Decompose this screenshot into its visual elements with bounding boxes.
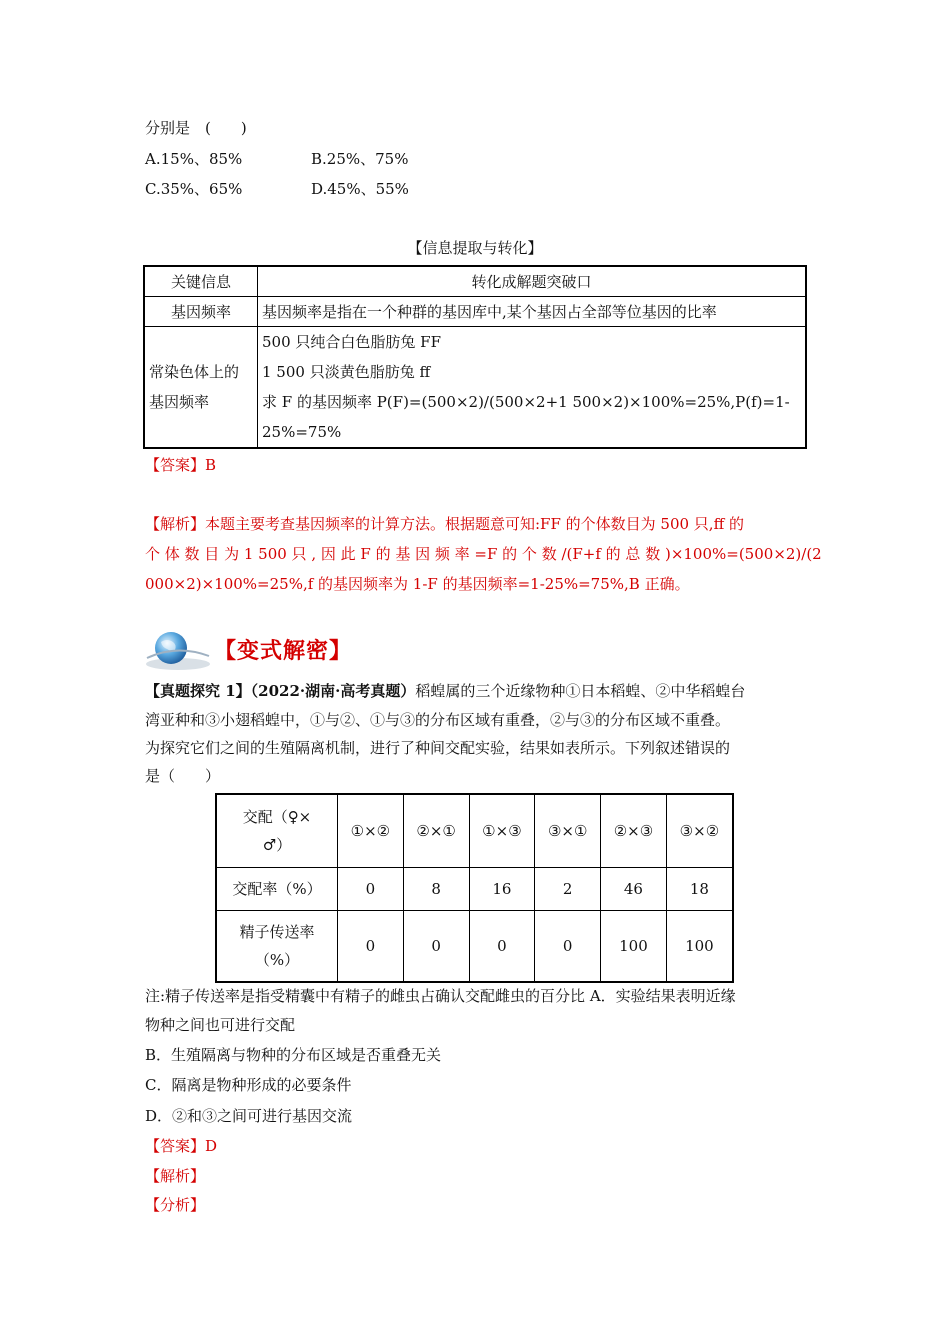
sperm-value: 0 [403, 910, 469, 982]
analysis-1-line: 000×2)×100%=25%,f 的基因频率为 1-F 的基因频率=1-25%=75%,B 正确。 [145, 575, 690, 593]
info-row2-key-line: 常染色体上的 [149, 363, 240, 381]
question-stem: 分别是 ( ) [145, 119, 247, 137]
option-c: C.35%、65% [145, 180, 243, 198]
note-line: 物种之间也可进行交配 [145, 1016, 296, 1034]
cross-header: ①×③ [469, 794, 535, 867]
corner-line: 交配（♀× [242, 807, 312, 826]
question-2-line: 是（ ） [145, 767, 221, 785]
rate-value: 8 [403, 867, 469, 910]
question-2-source: （2022·湖南·高考真题） [250, 682, 416, 700]
question-2-line: 为探究它们之间的生殖隔离机制，进行了种间交配实验，结果如表所示。下列叙述错误的 [145, 739, 731, 757]
mating-rate-row [216, 867, 733, 910]
info-table-row [144, 327, 806, 449]
sperm-label [216, 910, 338, 982]
info-row2-line: 500 只纯合白色脂肪兔 FF [262, 333, 441, 351]
sperm-label-line: （%） [254, 950, 300, 969]
info-table-header [144, 266, 806, 297]
info-table [143, 265, 807, 449]
info-row2-line: 1 500 只淡黄色脂肪兔 ff [262, 363, 431, 381]
cross-header: ②×③ [601, 794, 667, 867]
option-2-b: B．生殖隔离与物种的分布区域是否重叠无关 [145, 1046, 442, 1064]
note-line: 注:精子传送率是指受精囊中有精子的雌虫占确认交配雌虫的百分比 A．实验结果表明近缘 [145, 987, 736, 1005]
cross-header: ①×② [338, 794, 404, 867]
sperm-rate-row [216, 910, 733, 982]
info-section-title: 【信息提取与转化】 [407, 239, 543, 257]
mating-table-header [216, 794, 733, 867]
info-header-value: 转化成解题突破口 [258, 266, 807, 297]
fenxi-label: 【分析】 [145, 1196, 206, 1214]
analysis-1-line: 【解析】本题主要考查基因频率的计算方法。根据题意可知:FF 的个体数目为 500 只,ff 的 [145, 515, 745, 533]
rate-value: 46 [601, 867, 667, 910]
mating-table [215, 793, 734, 983]
info-row2-value [258, 327, 807, 449]
rate-value: 16 [469, 867, 535, 910]
rate-value: 0 [338, 867, 404, 910]
info-row2-key-line: 基因频率 [149, 393, 210, 411]
rate-value: 18 [666, 867, 733, 910]
sperm-label-line: 精子传送率 [239, 922, 315, 941]
option-2-d: D．②和③之间可进行基因交流 [145, 1107, 353, 1125]
globe-icon [143, 628, 213, 672]
question-2-prefix: 【真题探究 1】 [145, 682, 251, 700]
answer-1: 【答案】B [145, 456, 217, 474]
question-2-line: 湾亚种和③小翅稻蝗中，①与②、①与③的分布区域有重叠，②与③的分布区域不重叠。 [145, 711, 731, 729]
info-header-key: 关键信息 [144, 266, 258, 297]
analysis-2: 【解析】 [145, 1167, 206, 1185]
variant-section-title: 【变式解密】 [214, 638, 353, 664]
question-2-line-1 [145, 680, 745, 701]
analysis-1-line: 个 体 数 目 为 1 500 只 , 因 此 F 的 基 因 频 率 =F 的 个 数 /(F+f 的 总 数 )×100%=(500×2)/(2 [145, 545, 822, 563]
info-row1-key: 基因频率 [144, 297, 258, 327]
info-row2-key [144, 327, 258, 449]
cross-header: ③×② [666, 794, 733, 867]
question-2-text: 稻蝗属的三个近缘物种①日本稻蝗、②中华稻蝗台 [415, 682, 746, 700]
sperm-value: 0 [535, 910, 601, 982]
option-a: A.15%、85% [145, 150, 243, 168]
rate-label: 交配率（%） [216, 867, 338, 910]
info-row2-line: 求 F 的基因频率 P(F)=(500×2)/(500×2+1 500×2)×100%=25%,P(f)=1- [262, 393, 790, 411]
info-table-row [144, 297, 806, 327]
sperm-value: 0 [338, 910, 404, 982]
sperm-value: 0 [469, 910, 535, 982]
corner-line: ♂） [262, 835, 292, 854]
option-d: D.45%、55% [311, 180, 409, 198]
mating-corner-cell [216, 794, 338, 867]
option-b: B.25%、75% [311, 150, 409, 168]
cross-header: ③×① [535, 794, 601, 867]
answer-2: 【答案】D [145, 1137, 218, 1155]
sperm-value: 100 [666, 910, 733, 982]
sperm-value: 100 [601, 910, 667, 982]
cross-header: ②×① [403, 794, 469, 867]
rate-value: 2 [535, 867, 601, 910]
info-row2-line: 25%=75% [262, 423, 342, 441]
info-row1-value: 基因频率是指在一个种群的基因库中,某个基因占全部等位基因的比率 [258, 297, 807, 327]
option-2-c: C．隔离是物种形成的必要条件 [145, 1076, 352, 1094]
